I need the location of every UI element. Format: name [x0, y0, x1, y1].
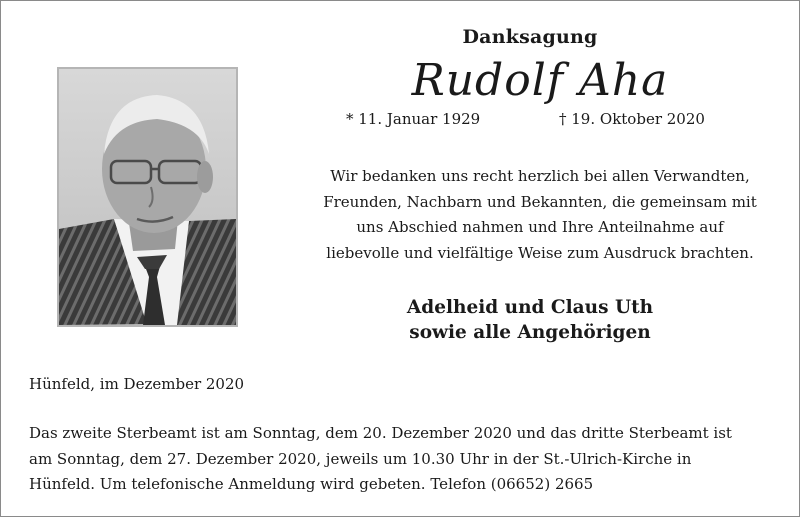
thanks-text	[285, 164, 795, 266]
notice-line: Das zweite Sterbeamt ist am Sonntag, dem 20. Dezember 2020 und das dritte Sterbeamt ist	[29, 424, 732, 442]
notice-line: am Sonntag, dem 27. Dezember 2020, jeweils um 10.30 Uhr in der St.-Ulrich-Kirche in	[29, 449, 692, 468]
thanks-line: Freunden, Nachbarn und Bekannten, die gemeinsam mit	[323, 192, 757, 211]
portrait-photo	[57, 67, 238, 327]
thanks-line: uns Abschied nahmen und Ihre Anteilnahme auf	[356, 218, 724, 236]
signers	[330, 295, 730, 345]
signer-line: Adelheid und Claus Uth	[406, 297, 654, 318]
signer-line: sowie alle Angehörigen	[409, 322, 651, 343]
portrait-image	[59, 69, 236, 325]
birth-date: * 11. Januar 1929	[346, 110, 481, 128]
thanks-line: Wir bedanken uns recht herzlich bei allen Verwandten,	[330, 167, 750, 185]
service-notice	[29, 421, 772, 498]
thanks-line: liebevolle und vielfältige Weise zum Ausdruck brachten.	[326, 243, 754, 262]
place-date: Hünfeld, im Dezember 2020	[29, 375, 245, 393]
notice-line: Hünfeld. Um telefonische Anmeldung wird gebeten. Telefon (06652) 2665	[29, 475, 594, 493]
death-date: † 19. Oktober 2020	[559, 110, 705, 128]
deceased-name: Rudolf Aha	[411, 55, 669, 106]
heading-danksagung: Danksagung	[462, 26, 598, 48]
